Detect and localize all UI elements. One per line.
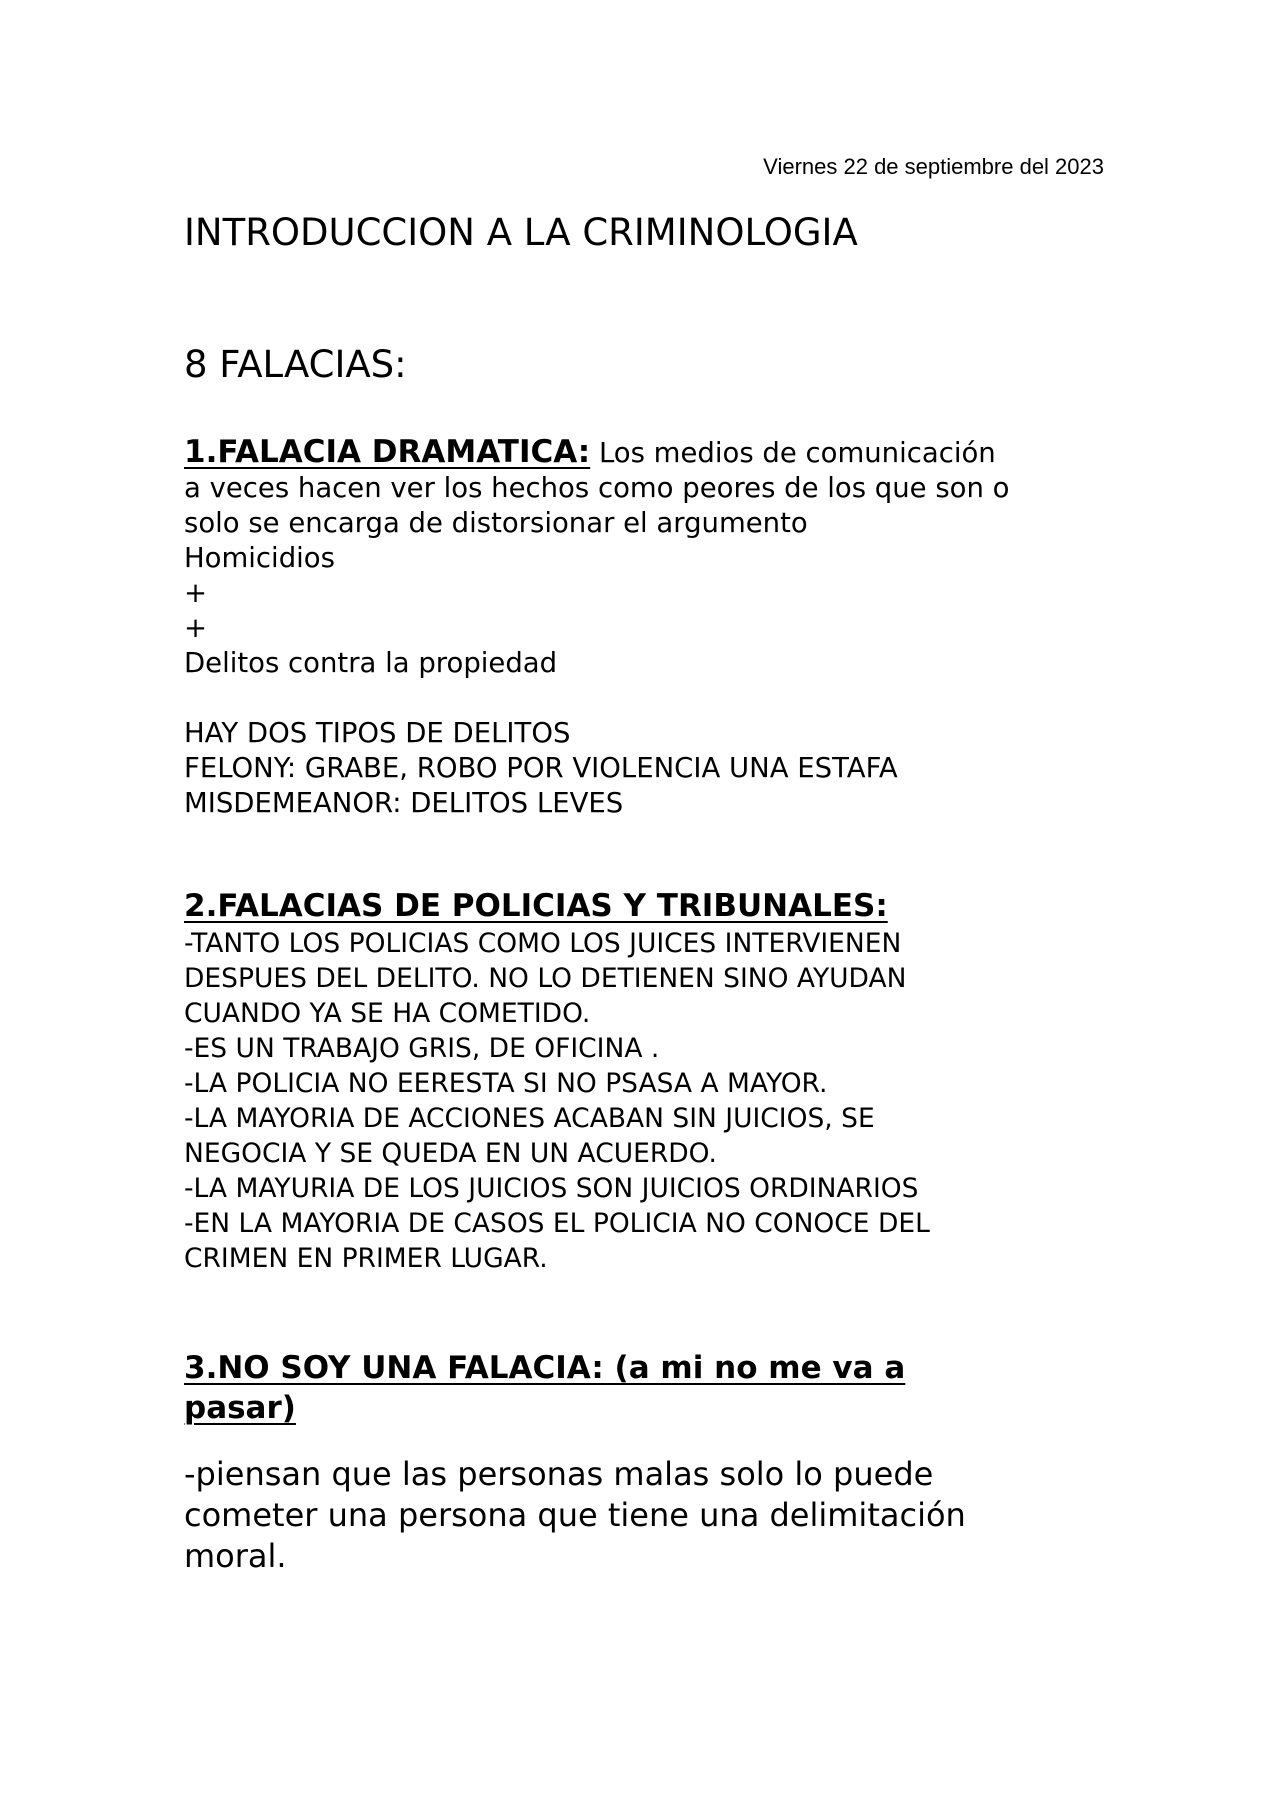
section3-line: cometer una persona que tiene una delimitación [184,1496,966,1534]
section2-line: -ES UN TRABAJO GRIS, DE OFICINA . [184,1033,660,1064]
section3-heading [184,1348,1104,1428]
section-falacia-dramatica [184,435,1104,821]
section2-line: DESPUES DEL DELITO. NO LO DETIENEN SINO AYUDAN [184,963,907,994]
section-no-soy-una-falacia [184,1348,1104,1577]
section2-line: NEGOCIA Y SE QUEDA EN UN ACUERDO. [184,1138,717,1169]
crime-types-line: MISDEMEANOR: DELITOS LEVES [184,787,624,819]
document-body [184,208,1104,1577]
section1-line: + [184,577,208,609]
section-falacias-policias-tribunales [184,886,1104,1276]
section3-heading-line: pasar) [184,1390,296,1426]
fallacies-count-heading: 8 FALACIAS: [184,343,407,386]
section3-line: moral. [184,1537,287,1575]
section2-line: -LA MAYURIA DE LOS JUICIOS SON JUICIOS ORDINARIOS [184,1173,919,1204]
section1-body [184,471,1104,681]
section3-heading-line: 3.NO SOY UNA FALACIA: (a mi no me va a [184,1350,906,1386]
crime-types-block [184,716,1104,821]
section1-line: + [184,612,208,644]
section2-line: -TANTO LOS POLICIAS COMO LOS JUICES INTERVIENEN [184,928,902,959]
section3-body [184,1454,1104,1577]
document-date: Viernes 22 de septiembre del 2023 [763,154,1104,179]
section2-line: -LA MAYORIA DE ACCIONES ACABAN SIN JUICIOS, SE [184,1103,875,1134]
section1-line: Delitos contra la propiedad [184,647,558,679]
crime-types-line: FELONY: GRABE, ROBO POR VIOLENCIA UNA ESTAFA [184,752,898,784]
section2-line: CRIMEN EN PRIMER LUGAR. [184,1243,548,1274]
section3-line: -piensan que las personas malas solo lo puede [184,1455,934,1493]
section1-line: Homicidios [184,542,335,574]
section2-line: -EN LA MAYORIA DE CASOS EL POLICIA NO CONOCE DEL [184,1208,930,1239]
crime-types-line: HAY DOS TIPOS DE DELITOS [184,717,571,749]
section1-first-line [184,435,1104,471]
document-title: INTRODUCCION A LA CRIMINOLOGIA [184,211,858,254]
section1-line: solo se encarga de distorsionar el argumento [184,507,808,539]
section1-line: a veces hacen ver los hechos como peores de los que son o [184,472,1010,504]
section1-heading: 1.FALACIA DRAMATICA: [184,434,591,470]
section2-list [184,926,1104,1276]
section1-intro-text: Los medios de comunicación [598,437,996,469]
section2-heading: 2.FALACIAS DE POLICIAS Y TRIBUNALES: [184,888,888,924]
section2-line: CUANDO YA SE HA COMETIDO. [184,998,591,1029]
section2-line: -LA POLICIA NO EERESTA SI NO PSASA A MAYOR. [184,1068,828,1099]
